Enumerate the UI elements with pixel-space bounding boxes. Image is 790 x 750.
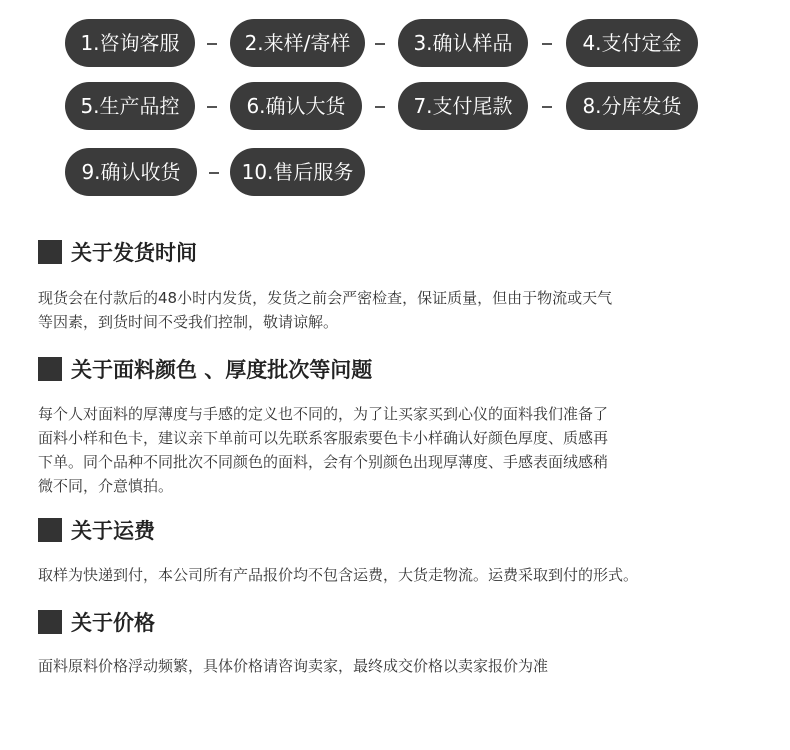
section-heading-fabric-color xyxy=(38,355,372,383)
section-title: 关于发货时间 xyxy=(71,241,197,265)
section-heading-shipping-time xyxy=(38,238,197,266)
steps-row-3 xyxy=(0,148,790,198)
section-title: 关于面料颜色 、厚度批次等问题 xyxy=(71,358,373,382)
section-body-freight xyxy=(38,563,773,587)
step-pill: 8.分库发货 xyxy=(566,82,698,130)
step-pill: 5.生产品控 xyxy=(65,82,195,130)
step-pill: 4.支付定金 xyxy=(566,19,698,67)
section-body-fabric-color xyxy=(38,402,773,498)
step-connector xyxy=(542,43,552,45)
step-pill: 3.确认样品 xyxy=(398,19,528,67)
steps-row-1 xyxy=(0,19,790,69)
paragraph-line: 取样为快递到付，本公司所有产品报价均不包含运费，大货走物流。运费采取到付的形式。 xyxy=(38,566,639,584)
square-bullet-icon xyxy=(38,240,62,264)
paragraph-line: 面料原料价格浮动频繁，具体价格请咨询卖家，最终成交价格以卖家报价为准 xyxy=(38,657,549,675)
section-title: 关于价格 xyxy=(71,611,155,635)
section-heading-freight xyxy=(38,516,155,544)
step-connector xyxy=(542,106,552,108)
step-pill: 9.确认收货 xyxy=(65,148,197,196)
step-connector xyxy=(207,106,217,108)
paragraph-line: 下单。同个品种不同批次不同颜色的面料，会有个别颜色出现厚薄度、手感表面绒感稍 xyxy=(38,453,609,471)
step-connector xyxy=(207,43,217,45)
square-bullet-icon xyxy=(38,518,62,542)
step-pill: 7.支付尾款 xyxy=(398,82,528,130)
steps-row-2 xyxy=(0,82,790,132)
step-connector xyxy=(209,172,219,174)
step-pill: 2.来样/寄样 xyxy=(230,19,365,67)
step-pill: 6.确认大货 xyxy=(230,82,362,130)
square-bullet-icon xyxy=(38,610,62,634)
paragraph-line: 面料小样和色卡，建议亲下单前可以先联系客服索要色卡小样确认好颜色厚度、质感再 xyxy=(38,429,609,447)
square-bullet-icon xyxy=(38,357,62,381)
section-heading-price xyxy=(38,608,155,636)
step-connector xyxy=(375,106,385,108)
paragraph-line: 等因素，到货时间不受我们控制，敬请谅解。 xyxy=(38,313,339,331)
section-body-shipping-time xyxy=(38,286,773,334)
section-body-price xyxy=(38,654,773,678)
paragraph-line: 现货会在付款后的48小时内发货，发货之前会严密检查，保证质量，但由于物流或天气 xyxy=(38,289,613,307)
step-pill: 10.售后服务 xyxy=(230,148,365,196)
paragraph-line: 微不同，介意慎拍。 xyxy=(38,477,174,495)
paragraph-line: 每个人对面料的厚薄度与手感的定义也不同的，为了让买家买到心仪的面料我们准备了 xyxy=(38,405,609,423)
step-pill: 1.咨询客服 xyxy=(65,19,195,67)
section-title: 关于运费 xyxy=(71,519,155,543)
step-connector xyxy=(375,43,385,45)
